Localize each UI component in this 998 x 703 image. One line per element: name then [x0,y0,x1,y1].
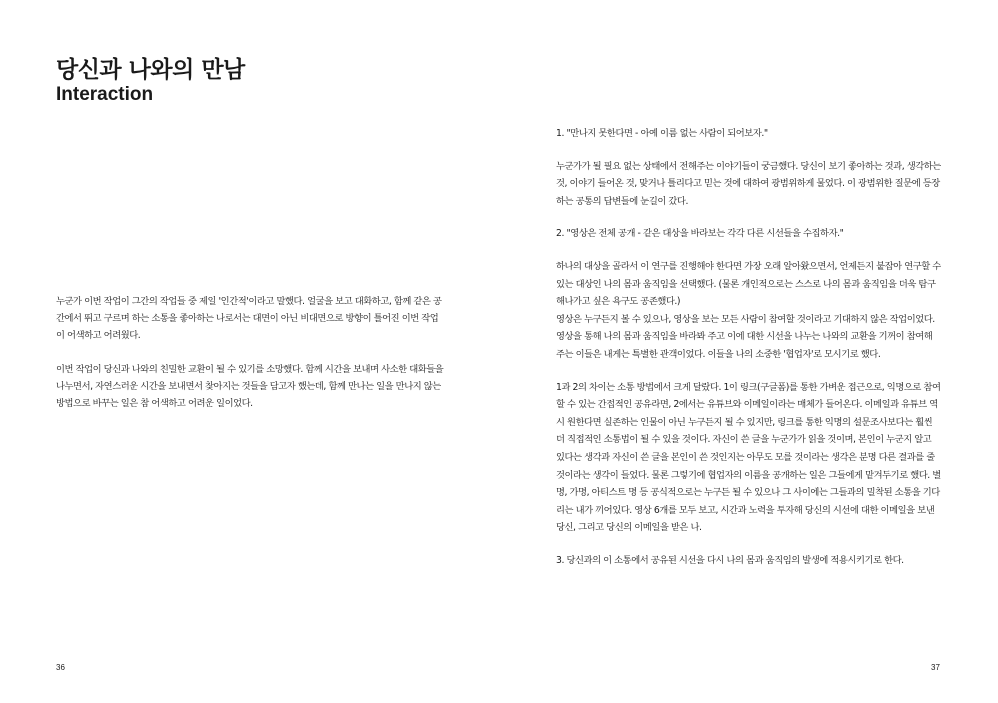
item-2-body: 하나의 대상을 골라서 이 연구를 진행해야 한다면 가장 오래 알아왔으면서, 언제든지 붙잡아 연구할 수 있는 대상인 나의 몸과 움직임을 선택했다. (물론 개인적으로는 스스로 나의 몸과 움직임을 더욱 탐구해나가고 싶은 욕구도 공존했다.) [556,260,941,308]
item-2-heading: 2. "영상은 전체 공개 - 같은 대상을 바라보는 각각 다른 시선들을 수집하자." [556,228,844,240]
left-paragraph: 누군가 이번 작업이 그간의 작업들 중 제일 '인간적'이라고 말했다. 얼굴을 보고 대화하고, 함께 같은 공간에서 뛰고 구르며 하는 소통을 좋아하는 나로서는 대면이 아닌 비대면으로 방향이 틀어진 이번 작업이 어색하고 어려웠다. [56,296,442,341]
left-page-text [56,293,444,412]
page-title: 당신과 나와의 만남 [56,57,245,83]
item-3-heading: 3. 당신과의 이 소통에서 공유된 시선을 다시 나의 몸과 움직임의 발생에 적용시키기로 한다. [556,554,904,566]
page-number-right: 37 [931,663,940,672]
item-2-comparison: 1과 2의 차이는 소통 방법에서 크게 달랐다. 1이 링크(구글폼)를 통한 가벼운 접근으로, 익명으로 참여할 수 있는 간접적인 공유라면, 2에서는 유튜브와 이메일이라는 매체가 들어온다. 이메일과 유튜브 역시 원한다면 실존하는 인물이 아닌 누구든지 될 수 있지만, 링크를 통한 익명의 설문조사보다는 훨씬 더 직접적인 소통법이 될 수 있을 것이다. 자신이 쓴 글을 누군가가 읽을 것이며, 본인이 누군지 알고 있다는 생각과 자신이 쓴 글을 본인이 쓴 것인지는 아무도 모를 것이라는 생각은 분명 다른 결과를 줄 것이라는 생각이 들었다. 물론 그렇기에 협업자의 이름을 공개하는 일은 그들에게 맡겨두기로 했다. 별명, 가명, 아티스트 명 등 공식적으로는 누구든 될 수 있으나 그 사이에는 그들과의 밀착된 소통을 기다리는 내가 끼어있다. 영상 6개를 모두 보고, 시간과 노력을 투자해 당신의 시선에 대한 이메일을 보낸 당신, 그리고 당신의 이메일을 받은 나. [556,381,941,534]
page-subtitle: Interaction [56,84,154,105]
item-2-body: 영상은 누구든지 볼 수 있으나, 영상을 보는 모든 사람이 참여할 것이라고 기대하지 않은 작업이었다. 영상을 통해 나의 몸과 움직임을 바라봐 주고 이에 대한 시선을 나누는 나와의 교환을 기꺼이 참여해 주는 이들은 내게는 특별한 관객이었다. 이들을 나의 소중한 '협업자'로 모시기로 했다. [556,313,935,360]
page-number-left: 36 [56,663,65,672]
right-page-text [556,125,942,569]
item-1-heading: 1. "만나지 못한다면 - 아예 이름 없는 사람이 되어보자." [556,128,768,139]
left-paragraph: 이번 작업이 당신과 나와의 친밀한 교환이 될 수 있기를 소망했다. 함께 시간을 보내며 사소한 대화들을 나누면서, 자연스러운 시간을 보내면서 찾아지는 것들을 담고자 했는데, 함께 만나는 일을 만나지 않는 방법으로 바꾸는 일은 참 어색하고 어려운 일이었다. [56,364,444,409]
item-1-body: 누군가가 될 필요 없는 상태에서 전해주는 이야기들이 궁금했다. 당신이 보기 좋아하는 것과, 생각하는 것, 이야기 들어온 것, 맞거나 틀리다고 믿는 것에 대하여 광범위하게 물었다. 이 광범위한 질문에 등장하는 공통의 답변들에 눈길이 갔다. [556,160,941,207]
